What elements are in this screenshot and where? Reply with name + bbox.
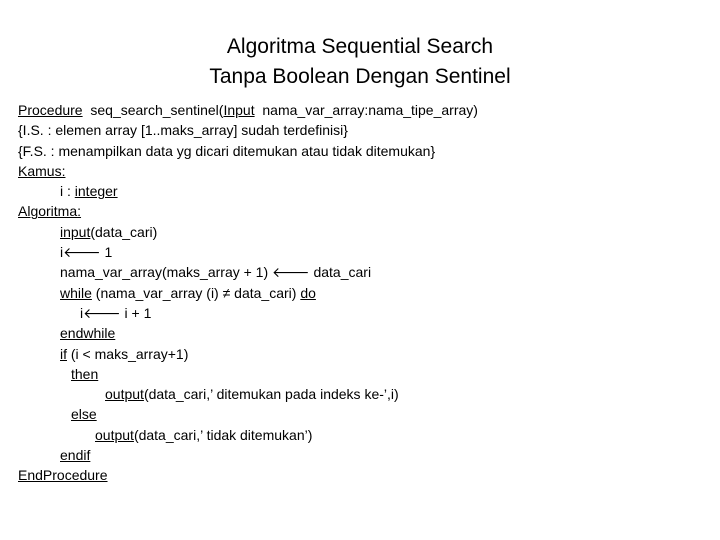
assign-lhs: i: [80, 304, 84, 321]
pseudocode-block: [18, 100, 708, 486]
title-line-1: Algoritma Sequential Search: [226, 35, 494, 58]
endprocedure-keyword: EndProcedure: [18, 467, 108, 484]
output-keyword: output: [105, 386, 144, 403]
input-keyword: Input: [223, 102, 255, 118]
endif-line: [18, 445, 708, 465]
algoritma-keyword: Algoritma:: [18, 203, 82, 220]
page-title: [0, 32, 720, 92]
input-statement: [18, 222, 708, 242]
assign-lhs: nama_var_array(maks_array + 1): [60, 264, 273, 281]
assign-sentinel-statement: [18, 262, 708, 282]
algoritma-header: [18, 201, 708, 221]
if-condition: (i < maks_array+1): [67, 345, 189, 362]
while-statement: [18, 283, 708, 303]
increment-statement: [18, 303, 708, 323]
while-condition: (nama_var_array (i) ≠ data_cari): [91, 284, 301, 301]
do-keyword: do: [300, 284, 316, 301]
procedure-name: seq_search_sentinel(: [82, 102, 224, 118]
output-args: (data_cari,’ tidak ditemukan’): [133, 426, 313, 443]
endif-keyword: endif: [60, 447, 91, 464]
output-args: (data_cari,’ ditemukan pada indeks ke-’,i): [143, 386, 399, 403]
left-arrow-icon: 🡐: [83, 304, 121, 321]
then-line: [18, 364, 708, 384]
left-arrow-icon: 🡐: [63, 244, 101, 261]
kamus-keyword: Kamus:: [18, 162, 66, 179]
left-arrow-icon: 🡐: [272, 264, 310, 281]
assign-lhs: i: [60, 244, 64, 261]
else-keyword: else: [71, 406, 97, 423]
kamus-header: [18, 161, 708, 181]
assign-rhs: data_cari: [309, 264, 372, 281]
assign-rhs: 1: [100, 244, 113, 261]
integer-keyword: integer: [74, 183, 118, 200]
endwhile-line: [18, 323, 708, 343]
initial-state-comment: {I.S. : elemen array [1..maks_array] sudah terdefinisi}: [18, 122, 348, 139]
if-statement: [18, 344, 708, 364]
title-line-2: Tanpa Boolean Dengan Sentinel: [209, 65, 511, 88]
procedure-header: [18, 100, 708, 120]
procedure-params: nama_var_array:nama_tipe_array): [254, 102, 478, 118]
else-line: [18, 404, 708, 424]
input-call-keyword: input: [60, 223, 91, 240]
variable-name: i :: [60, 183, 75, 200]
input-call-args: (data_cari): [90, 223, 158, 240]
assign-i-statement: [18, 242, 708, 262]
output-not-found-statement: [18, 425, 708, 445]
variable-declaration: [18, 181, 708, 201]
endwhile-keyword: endwhile: [60, 325, 116, 342]
if-keyword: if: [60, 345, 67, 362]
then-keyword: then: [71, 365, 99, 382]
while-keyword: while: [60, 284, 92, 301]
assign-rhs: i + 1: [120, 304, 152, 321]
output-keyword: output: [95, 426, 134, 443]
endprocedure-line: [18, 465, 708, 485]
final-state-comment: {F.S. : menampilkan data yg dicari ditemukan atau tidak ditemukan}: [18, 142, 436, 159]
procedure-keyword: Procedure: [18, 102, 83, 118]
output-found-statement: [18, 384, 708, 404]
